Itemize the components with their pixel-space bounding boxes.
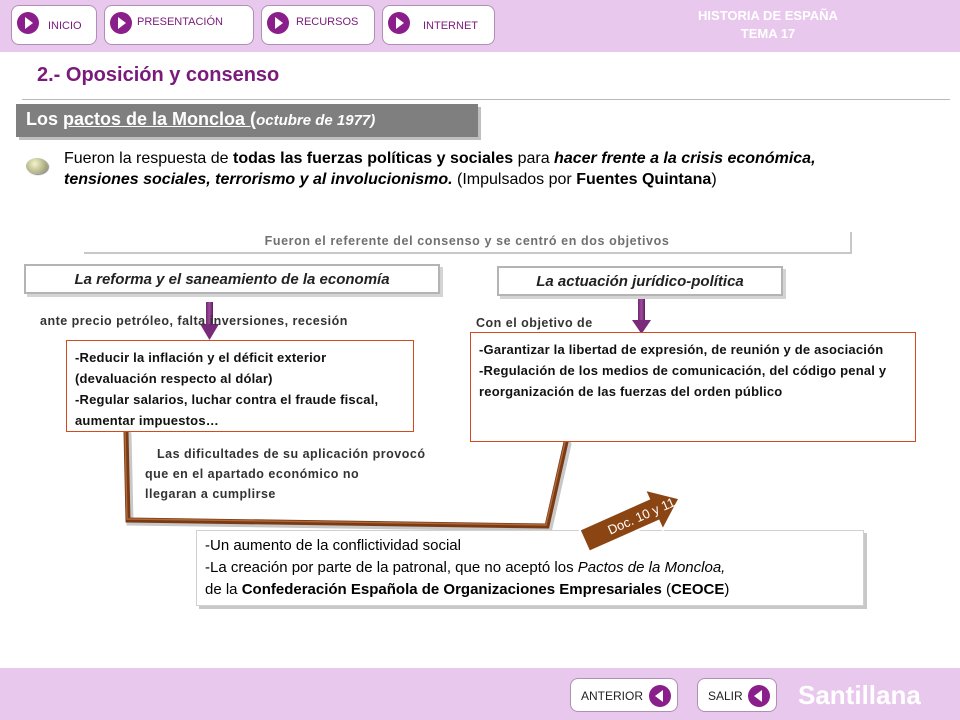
referent-text: Fueron el referente del consenso y se centró en dos objetivos (264, 234, 670, 248)
presentacion-label: PRESENTACIÓN (137, 16, 223, 28)
economia-note: ante precio petróleo, falta inversiones, recesión (40, 314, 348, 328)
subtitle-date: octubre de 1977) (256, 112, 376, 129)
difficulties-line: Las dificultades de su aplicación provocó (157, 447, 426, 461)
consequence-text: de la (205, 581, 242, 598)
doc-arrow-button[interactable] (572, 486, 690, 554)
juridico-note: Con el objetivo de (476, 316, 593, 330)
juridico-section-title (497, 266, 783, 296)
economia-objectives (66, 340, 414, 432)
consequence-bold: Confederación Española de Organizaciones Empresariales (241, 581, 662, 598)
doc-label: Doc. 10 y 11 (605, 494, 678, 538)
consequence-italic: Pactos de la Moncloa, (577, 559, 726, 576)
consequence-text: -La creación por parte de la patronal, que no aceptó los (205, 559, 578, 576)
para-text: ) (711, 171, 717, 188)
page-title: 2.- Oposición y consenso (37, 64, 280, 86)
salir-label: SALIR (708, 689, 743, 703)
para-text: (Impulsados por (452, 171, 577, 188)
consequence-bold: CEOCE (671, 581, 725, 598)
juridico-item: -Regulación de los medios de comunicación, del código penal y reorganización de las fuerzas del orden público (479, 363, 887, 399)
para-bold-italic: hacer frente a la crisis económica, tensiones sociales, terrorismo y al involucionismo. (64, 150, 816, 188)
anterior-label: ANTERIOR (581, 689, 644, 703)
subtitle-prefix: Los (26, 109, 64, 129)
consequences-box (196, 530, 864, 606)
course-topic: TEMA 17 (740, 26, 796, 41)
internet-label: INTERNET (423, 20, 478, 32)
juridico-objectives (470, 332, 916, 442)
economia-section-title (24, 264, 440, 294)
salir-button[interactable] (697, 678, 777, 712)
anterior-button[interactable] (570, 678, 678, 712)
recursos-label: RECURSOS (296, 16, 359, 28)
course-title: HISTORIA DE ESPAÑA (698, 8, 838, 23)
back-arrow-icon (649, 685, 671, 707)
back-arrow-icon (748, 685, 770, 707)
santillana-logo: Santillana (798, 680, 921, 710)
difficulties-line: llegaran a cumplirse (145, 487, 276, 501)
economia-title: La reforma y el saneamiento de la economía (74, 271, 390, 288)
consequence-line: -Un aumento de la conflictividad social (205, 537, 461, 554)
pactos-moncloa-link[interactable]: pactos de la Moncloa ( (63, 109, 257, 129)
inicio-label: INICIO (48, 20, 82, 32)
juridico-item: -Garantizar la libertad de expresión, de reunión y de asociación (479, 342, 884, 357)
consequence-line (205, 559, 725, 576)
down-arrow-right-icon (632, 296, 651, 334)
para-bold: Fuentes Quintana (576, 171, 712, 188)
para-bold: todas las fuerzas políticas y sociales (233, 150, 514, 167)
para-text: para (513, 150, 555, 167)
consequence-line (205, 581, 729, 598)
economia-item: -Regular salarios, luchar contra el fraude fiscal, aumentar impuestos… (75, 392, 379, 428)
juridico-title: La actuación jurídico-política (536, 273, 744, 290)
economia-item: -Reducir la inflación y el déficit exterior (devaluación respecto al dólar) (75, 350, 327, 386)
consequence-text: ) (724, 581, 730, 598)
para-text: Fueron la respuesta de (64, 150, 233, 167)
difficulties-line: que en el apartado económico no (145, 467, 360, 481)
consequence-text: ( (661, 581, 672, 598)
difficulties-text (145, 444, 500, 504)
